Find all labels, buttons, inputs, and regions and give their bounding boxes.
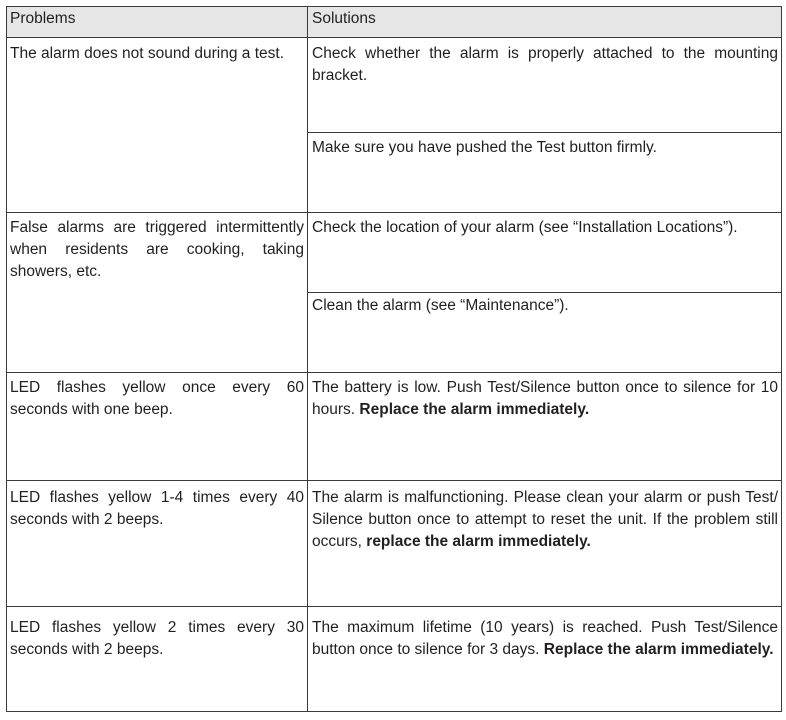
table-border bbox=[307, 292, 782, 293]
table-border bbox=[6, 372, 782, 373]
solution-emphasis: Replace the alarm immediately. bbox=[359, 401, 590, 418]
column-header-problems: Problems bbox=[10, 10, 76, 27]
solution-text: The alarm is malfunctioning. Please clean your alarm or push Test/ Silence button once to attempt to reset the unit. If the problem still occurs, bbox=[312, 489, 778, 550]
problem-cell: LED flashes yellow once every 60 seconds with one beep. bbox=[10, 379, 304, 418]
table-border bbox=[307, 132, 782, 133]
solution-cell: Make sure you have pushed the Test button firmly. bbox=[312, 139, 657, 156]
table-border bbox=[781, 6, 782, 712]
solution-text: The battery is low. Push Test/Silence button once to silence for 10 hours. bbox=[312, 379, 778, 418]
solution-cell: Check whether the alarm is properly attached to the mounting bracket. bbox=[312, 45, 778, 84]
table-border bbox=[6, 606, 782, 607]
column-header-solutions: Solutions bbox=[312, 10, 376, 27]
table-border bbox=[6, 6, 782, 7]
solution-cell bbox=[312, 617, 778, 661]
table-border bbox=[6, 212, 782, 213]
solution-text: The maximum lifetime (10 years) is reached. Push Test/Silence button once to silence for 3 days. bbox=[312, 619, 778, 658]
table-border bbox=[6, 37, 782, 38]
problem-cell: LED flashes yellow 2 times every 30 seconds with 2 beeps. bbox=[10, 619, 304, 658]
solution-cell: Clean the alarm (see “Maintenance”). bbox=[312, 297, 569, 314]
table-border bbox=[307, 6, 308, 712]
problem-cell: The alarm does not sound during a test. bbox=[10, 45, 284, 62]
solution-cell: Check the location of your alarm (see “Installation Locations”). bbox=[312, 219, 738, 236]
solution-cell bbox=[312, 377, 778, 421]
table-border bbox=[6, 6, 7, 712]
solution-emphasis: Replace the alarm immediately. bbox=[543, 641, 774, 658]
table-border bbox=[6, 480, 782, 481]
solution-emphasis: replace the alarm immediately. bbox=[366, 533, 591, 550]
solution-cell bbox=[312, 487, 778, 553]
problem-cell: LED flashes yellow 1-4 times every 40 seconds with 2 beeps. bbox=[10, 489, 304, 528]
table-border bbox=[6, 711, 782, 712]
problem-cell: False alarms are triggered intermittently when residents are cooking, taking showers, etc. bbox=[10, 219, 304, 280]
